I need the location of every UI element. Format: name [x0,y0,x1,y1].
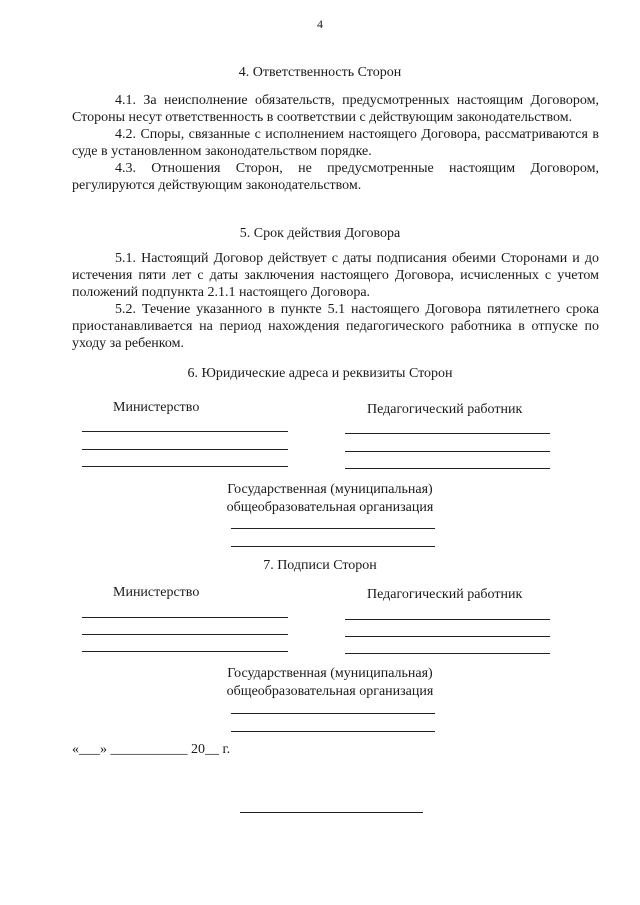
ministry-signature-line [82,634,288,635]
teacher-signature-label: Педагогический работник [367,587,523,602]
paragraph-4-3: 4.3. Отношения Сторон, не предусмотренные настоящим Договором, регулируются действующим законодательством. [72,161,599,193]
section-4-body [72,92,599,194]
school-signature-label [200,665,460,701]
school-org-label [200,481,460,517]
school-org-line-2: общеобразовательная организация [226,500,434,515]
teacher-requisites-line [345,468,550,469]
school-signature-line-2: общеобразовательная организация [226,684,434,699]
ministry-requisites-line [82,466,288,467]
ministry-requisites-line [82,431,288,432]
school-requisites-line [231,528,435,529]
page-number: 4 [317,17,323,31]
paragraph-4-1: 4.1. За неисполнение обязательств, предусмотренных настоящим Договором, Стороны несут ответственность в соответствии с действующим законодательством. [72,93,599,125]
school-requisites-line [231,546,435,547]
date-line: «___» ___________ 20__ г. [72,742,231,757]
ministry-signature-line [82,651,288,652]
school-org-line-1: Государственная (муниципальная) [227,482,433,497]
paragraph-5-1: 5.1. Настоящий Договор действует с даты подписания обеими Сторонами и до истечения пяти лет с даты заключения настоящего Договора, исчисленных с учетом положений подпункта 2.1.1 настоящего Договора. [72,251,599,300]
section-4-title: 4. Ответственность Сторон [238,65,402,80]
teacher-signature-line [345,636,550,637]
school-signature-line-1: Государственная (муниципальная) [227,666,433,681]
teacher-signature-line [345,653,550,654]
paragraph-5-2: 5.2. Течение указанного в пункте 5.1 настоящего Договора пятилетнего срока приостанавливается на период нахождения педагогического работника в отпуске по уходу за ребенком. [72,302,599,351]
teacher-requisites-line [345,451,550,452]
ministry-signature-line [82,617,288,618]
ministry-label: Министерство [113,400,200,415]
ministry-requisites-line [82,449,288,450]
paragraph-4-2: 4.2. Споры, связанные с исполнением настоящего Договора, рассматриваются в суде в установленном законодательством порядке. [72,127,599,159]
school-signature-line [231,731,435,732]
section-7-title: 7. Подписи Сторон [263,558,377,573]
section-5-title: 5. Срок действия Договора [239,226,401,241]
teacher-signature-line [345,619,550,620]
teacher-label: Педагогический работник [367,402,523,417]
section-6-title: 6. Юридические адреса и реквизиты Сторон [187,366,453,381]
school-signature-line [231,713,435,714]
ministry-signature-label: Министерство [113,585,200,600]
section-5-body [72,250,599,352]
teacher-requisites-line [345,433,550,434]
bottom-signature-line [240,812,423,813]
